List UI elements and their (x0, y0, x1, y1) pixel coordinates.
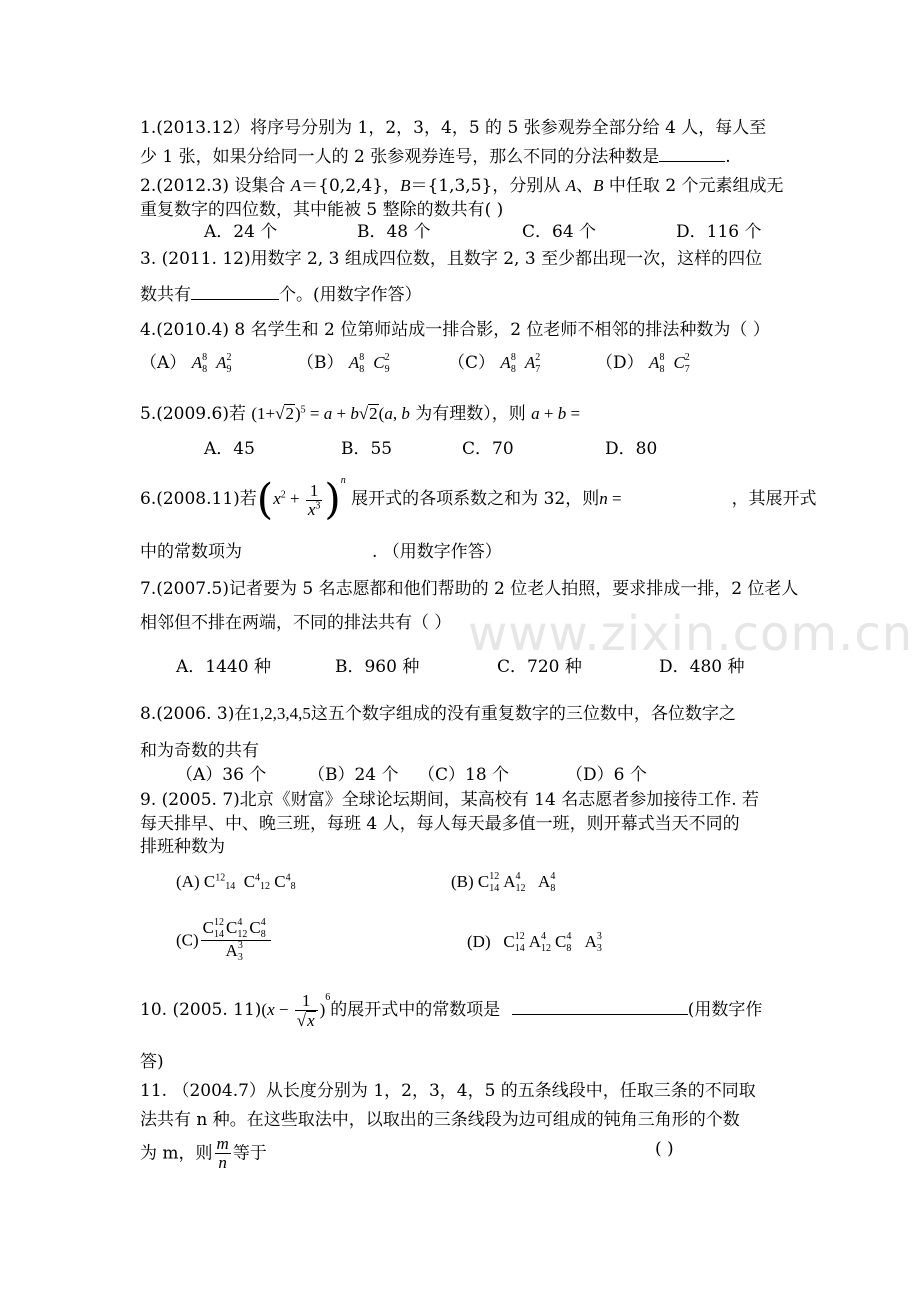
watermark: www.zixin.com.cn (468, 606, 914, 662)
q3-line2b: 个。(用数字作答） (279, 285, 422, 305)
q2-rest: 中任取 2 个元素组成无 (603, 176, 784, 196)
q6-line2 (140, 541, 502, 563)
q4-expr-b: A 8 8 C 2 9 (348, 352, 390, 376)
q6-line2b: . （用数字作答） (372, 542, 502, 562)
q5-then: ，则 (491, 404, 526, 424)
q6-line2a: 中的常数项为 (140, 542, 242, 562)
q4-expr-a: A 8 8 A 2 9 (191, 352, 232, 376)
q10-line2: 答) (140, 1052, 164, 1072)
q8-option-c: （C）18 个 (418, 765, 510, 785)
q8-option-a: （A）36 个 (176, 765, 267, 785)
q5-option-d: D．80 (605, 439, 658, 459)
q9-option-c: (C) C 12 14 C 4 12 C 4 8 A 3 3 (176, 918, 273, 968)
q7-line1: 7.(2007.5)记者要为 5 名志愿都和他们帮助的 2 位老人拍照，要求排成一排，2 位老人 (140, 579, 799, 599)
q2-setB: ＝{1,3,5}，分别从 (410, 176, 561, 196)
q4-line1: 4.(2010.4) 8 名学生和 2 位第师站成一排合影，2 位老师不相邻的排法种数为（ ） (140, 320, 770, 340)
q4-expr-d: A 8 8 C 2 7 (649, 352, 690, 376)
q8-option-d: （D）6 个 (566, 765, 647, 785)
q6-prefix: 6.(2008.11)若 (140, 489, 257, 509)
q8-line1 (140, 703, 736, 725)
q2-sep: 、 (576, 176, 594, 196)
q10-answer-blank (512, 998, 688, 1015)
q2-setB-name: B (400, 176, 411, 195)
q4-option-d (596, 352, 699, 375)
q9-label-d: (D) (467, 932, 491, 951)
q11-fraction: $\frac{m}{n}$ (216, 1134, 229, 1172)
q7-option-d: D．480 种 (659, 657, 745, 677)
q10-line1 (140, 992, 762, 1042)
q3-line2a: 数共有 (140, 285, 191, 305)
q5-mid: 为有理数） (415, 404, 492, 424)
q5-prefix: 5.(2009.6)若 (140, 404, 246, 424)
q3-line2 (140, 283, 422, 306)
q2-line2: 重复数字的四位数，其中能被 5 整除的数共有( ) (140, 200, 504, 220)
q9-line3: 排班种数为 (140, 837, 225, 857)
q7-option-b: B．960 种 (335, 657, 420, 677)
q4-option-c (448, 352, 549, 375)
q6-left-paren: ( (256, 474, 274, 524)
q5-option-c: C．70 (462, 439, 514, 459)
q4-label-c: （C） (448, 353, 496, 373)
q11-line2: 法共有 n 种。在这些取法中，以取出的三条线段为边可组成的钝角三角形的个数 (140, 1110, 740, 1130)
q6-n: n (599, 489, 608, 508)
q11-line3a: 为 m，则 (140, 1143, 213, 1164)
q7-option-a: A．1440 种 (176, 657, 271, 677)
q9-option-a: (A) $C^{12}_{14}$ $C^4_{12}$ $C^4_8$ (176, 872, 296, 893)
q1-line2-text: 少 1 张，如果分给同一人的 2 张参观券连号，那么不同的分法种数是 (140, 147, 660, 167)
q8-line2: 和为奇数的共有 (140, 741, 259, 761)
q6-mid: 展开式的各项系数之和为 32，则 (351, 489, 600, 509)
q5-result-expr: a (531, 404, 540, 423)
q2-setA-name: A (290, 176, 302, 195)
q4-option-b (297, 352, 399, 375)
q11-line1: 11. （2004.7）从长度分别为 1，2，3，4，5 的五条线段中，任取三条的不同取 (140, 1081, 756, 1101)
q5-expr: $(1+√2)^5 = a + b√2(a$, b (251, 404, 410, 423)
q4-label-b: （B） (297, 353, 344, 373)
q4-label-d: （D） (596, 353, 644, 373)
q10-mid: 的展开式中的常数项是 (330, 999, 501, 1020)
q5-option-b: B．55 (341, 439, 393, 459)
q2-line1 (140, 175, 784, 197)
q3-answer-blank (191, 283, 279, 300)
q2-option-d: D．116 个 (676, 222, 762, 242)
q9-line2: 每天排早、中、晚三班，每班 4 人，每人每天最多值一班，则开幕式当天不同的 (140, 814, 740, 834)
q11-line3 (140, 1135, 267, 1179)
q9-option-d: (D) C 12 14 A 4 12 C 4 8 A 3 3 (467, 931, 602, 955)
q10-expr: (x − $\frac{1}{√x}$ )$^6$ (261, 991, 331, 1030)
q1-line1: 1.(2013.12）将序号分别为 1，2，3，4，5 的 5 张参观券全部分给 4 人，每人至 (140, 118, 767, 138)
q2-tailB: B (593, 176, 604, 195)
q11-paren: ( ) (655, 1139, 674, 1159)
q6-line1: 6.(2008.11)若($x^2$ + $\frac{1}{x^3}$ )$^n$ 展开式的各项系数之和为 32，则n = ，其展开式 (140, 474, 817, 524)
q8-rest: 这五个数字组成的没有重复数字的三位数中，各位数字之 (310, 704, 736, 724)
q9-line1: 9. (2005. 7)北京《财富》全球论坛期间，某高校有 14 名志愿者参加接待工作. 若 (140, 790, 760, 810)
q6-right-paren: ) (324, 474, 341, 524)
q9-label-b: (B) (451, 872, 474, 891)
q2-option-a: A．24 个 (204, 222, 278, 242)
q8-option-b: （B）24 个 (308, 765, 399, 785)
q4-expr-c: A 8 8 A 2 7 (500, 352, 541, 376)
q5-line1: 5.(2009.6)若 $(1+√2)^5 = a + b√2(a$, b 为有理数），则 a + b = (140, 404, 581, 424)
q5-option-a: A．45 (204, 439, 255, 459)
q7-line2: 相邻但不排在两端，不同的排法共有（ ） (140, 613, 452, 633)
q6-tail: ，其展开式 (731, 489, 817, 509)
q2-setA: ＝{0,2,4}， (301, 176, 401, 196)
q10-prefix: 10. (2005. 11) (140, 999, 262, 1020)
q4-option-a (140, 352, 240, 375)
q10-tail: (用数字作 (687, 999, 763, 1020)
q3-line1: 3. (2011. 12)用数字 2, 3 组成四位数，且数字 2, 3 至少都出现一次，这样的四位 (140, 249, 763, 269)
q9-option-b: (B) C 12 14 A 4 12 A 4 8 (451, 871, 556, 895)
q1-line2 (140, 145, 731, 168)
q8-prefix: 8.(2006. 3)在 (140, 704, 252, 724)
q4-label-a: （A） (140, 353, 187, 373)
q2-tailA: A (565, 176, 577, 195)
q6-expr: $x^2$ + $\frac{1}{x^3}$ (273, 480, 321, 519)
q9-label-c: (C) (176, 930, 199, 950)
q2-prefix: 2.(2012.3) 设集合 (140, 176, 286, 196)
q9-label-a: (A) (176, 872, 200, 891)
q2-option-c: C．64 个 (522, 222, 597, 242)
q1-end: . (725, 147, 731, 167)
q1-answer-blank (659, 145, 725, 162)
q2-option-b: B．48 个 (357, 222, 431, 242)
q7-option-c: C．720 种 (497, 657, 582, 677)
q11-line3b: 等于 (232, 1143, 267, 1164)
q8-digits: 1,2,3,4,5 (251, 704, 311, 723)
